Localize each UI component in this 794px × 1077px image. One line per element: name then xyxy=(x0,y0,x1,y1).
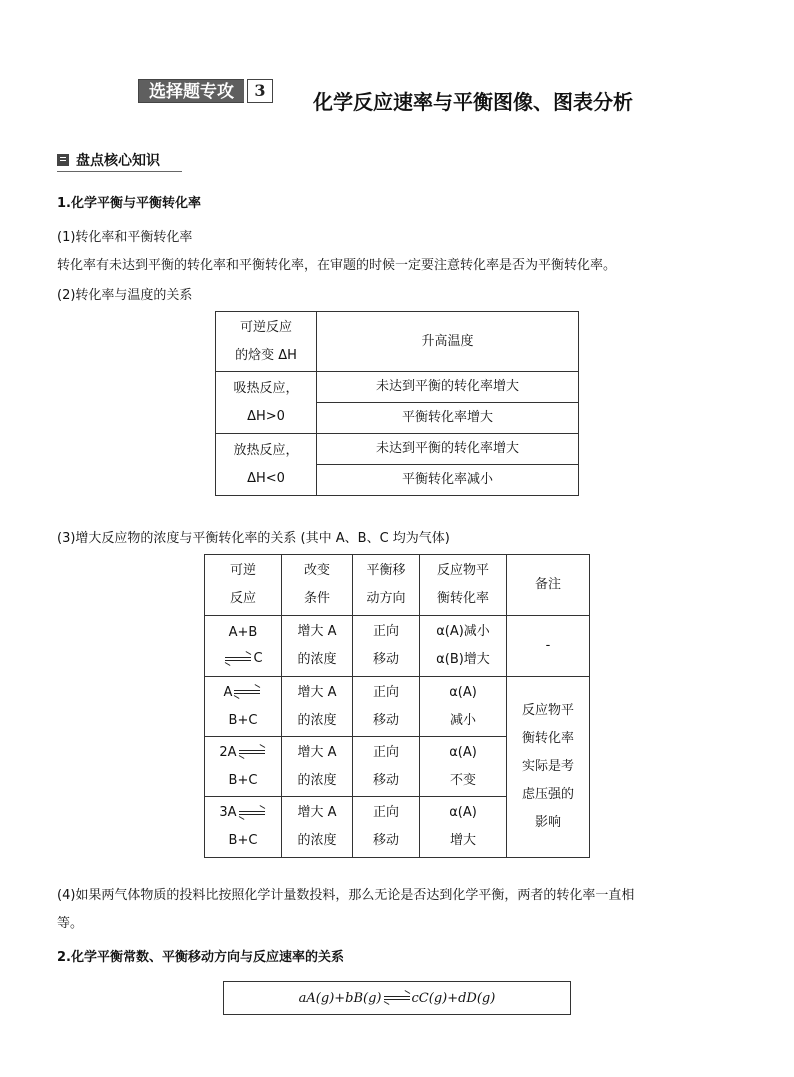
t1-endo-label xyxy=(216,372,317,434)
cell-line: 移动 xyxy=(372,712,399,728)
t2-direction xyxy=(353,677,420,737)
part1-heading: 1.化学平衡与平衡转化率 xyxy=(57,196,201,211)
t2-h-line: 平衡移 xyxy=(366,563,406,578)
equilibrium-arrow-icon xyxy=(234,689,260,695)
equilibrium-arrow-icon xyxy=(384,995,410,1001)
sub1-text: 转化率有未达到平衡的转化率和平衡转化率，在审题的时候一定要注意转化率是否为平衡转化率。 xyxy=(57,258,617,273)
t2-h-line: 可逆 xyxy=(229,563,256,578)
cell-line: 的浓度 xyxy=(297,833,337,848)
cell-line: 增大 A xyxy=(297,805,337,820)
cell-line: 正向 xyxy=(372,744,399,760)
topic-badge xyxy=(138,79,273,103)
equation-left: aA(g)+bB(g) xyxy=(298,990,382,1006)
t2-header-condition xyxy=(282,555,353,616)
cell-line: 增大 A xyxy=(297,684,337,700)
concentration-table xyxy=(204,554,590,858)
temperature-table xyxy=(215,311,579,496)
cell-line: α(B)增大 xyxy=(436,652,490,667)
t2-header-reaction xyxy=(205,555,282,616)
sub1-heading: (1)转化率和平衡转化率 xyxy=(57,230,193,245)
t1-exo-label xyxy=(216,434,317,496)
equation-right: cC(g)+dD(g) xyxy=(411,990,496,1006)
t1-endo-line1: 吸热反应， xyxy=(233,380,299,396)
cell-line: 移动 xyxy=(372,652,399,667)
cell-line: α(A) xyxy=(449,744,477,760)
t1-exo-line1: 放热反应， xyxy=(233,442,299,458)
t2-conversion xyxy=(420,616,507,677)
t2-direction xyxy=(353,616,420,677)
cell-line: 的浓度 xyxy=(297,772,337,788)
t2-header-note: 备注 xyxy=(507,555,590,616)
t2-direction xyxy=(353,737,420,797)
t2-h-line: 改变 xyxy=(303,563,330,578)
t2-h-line: 反应物平 xyxy=(436,563,489,578)
t2-conversion xyxy=(420,797,507,858)
badge-label: 选择题专攻 xyxy=(138,79,244,103)
t1-exo-line2: ΔH<0 xyxy=(247,470,285,486)
cell-line: 移动 xyxy=(372,772,399,788)
cell-line: 增大 xyxy=(449,833,476,848)
reaction-line: B+C xyxy=(228,833,258,848)
cell-line: 正向 xyxy=(372,684,399,700)
t2-condition xyxy=(282,797,353,858)
t1-exo-r1: 未达到平衡的转化率增大 xyxy=(317,434,579,465)
page-title: 化学反应速率与平衡图像、图表分析 xyxy=(313,90,633,114)
reaction-product: C xyxy=(253,651,263,666)
equation-box xyxy=(223,981,571,1015)
table-row xyxy=(205,616,590,677)
t2-conversion xyxy=(420,677,507,737)
reaction-line: B+C xyxy=(228,772,258,788)
sub2-heading: (2)转化率与温度的关系 xyxy=(57,288,193,303)
t1-h1-line1: 可逆反应 xyxy=(239,319,292,335)
equilibrium-arrow-icon xyxy=(225,656,251,662)
t2-header-direction xyxy=(353,555,420,616)
sub3-heading: (3)增大反应物的浓度与平衡转化率的关系 (其中 A、B、C 均为气体) xyxy=(57,531,450,546)
note-line: 衡转化率 xyxy=(521,731,574,746)
part2-heading: 2.化学平衡常数、平衡移动方向与反应速率的关系 xyxy=(57,950,344,965)
reaction-line: A+B xyxy=(228,625,258,640)
t1-endo-r1: 未达到平衡的转化率增大 xyxy=(317,372,579,403)
reaction-line: B+C xyxy=(228,712,258,728)
cell-line: 减小 xyxy=(449,712,476,728)
reaction-reactant: 3A xyxy=(219,805,237,820)
reaction-reactant: A xyxy=(223,684,233,700)
t2-merged-note xyxy=(507,677,590,858)
section-title: 盘点核心知识 xyxy=(76,153,160,169)
cell-line: 的浓度 xyxy=(297,652,337,667)
t1-exo-r2: 平衡转化率减小 xyxy=(317,465,579,496)
t2-reaction xyxy=(205,677,282,737)
cell-line: 不变 xyxy=(449,772,476,788)
t2-h-line: 条件 xyxy=(303,591,330,606)
t2-h-line: 动方向 xyxy=(366,591,406,606)
sub4-line1: (4)如果两气体物质的投料比按照化学计量数投料，那么无论是否达到化学平衡，两者的转化率一直相 xyxy=(57,888,635,903)
section-underline xyxy=(57,171,182,172)
note-line: 反应物平 xyxy=(521,703,574,718)
t1-endo-line2: ΔH>0 xyxy=(247,408,285,424)
reaction-line xyxy=(209,799,277,827)
t2-conversion xyxy=(420,737,507,797)
t1-endo-r2: 平衡转化率增大 xyxy=(317,403,579,434)
cell-line: 增大 A xyxy=(297,624,337,639)
table-row xyxy=(205,677,590,737)
t2-reaction xyxy=(205,737,282,797)
badge-number: 3 xyxy=(247,79,273,103)
cell-line: α(A) xyxy=(449,684,477,700)
cell-line: 移动 xyxy=(372,833,399,848)
t2-reaction xyxy=(205,616,282,677)
t2-condition xyxy=(282,677,353,737)
t2-note: - xyxy=(507,616,590,677)
reaction-line xyxy=(209,646,277,672)
cell-line: α(A) xyxy=(449,805,477,820)
cell-line: 的浓度 xyxy=(297,712,337,728)
t2-direction xyxy=(353,797,420,858)
sub4-line2: 等。 xyxy=(57,916,84,931)
reaction-line xyxy=(209,739,277,767)
t2-condition xyxy=(282,737,353,797)
t1-header-2: 升高温度 xyxy=(317,312,579,372)
cell-line: α(A)减小 xyxy=(436,624,490,639)
note-line: 虑压强的 xyxy=(521,787,574,802)
t1-h1-line2: 的焓变 ΔH xyxy=(235,347,297,363)
t2-reaction xyxy=(205,797,282,858)
note-line: 影响 xyxy=(534,815,561,830)
t1-header-1 xyxy=(216,312,317,372)
note-line: 实际是考 xyxy=(521,759,574,774)
t2-condition xyxy=(282,616,353,677)
document-icon xyxy=(57,154,69,166)
cell-line: 增大 A xyxy=(297,744,337,760)
equilibrium-arrow-icon xyxy=(239,749,265,755)
cell-line: 正向 xyxy=(372,805,399,820)
t2-h-line: 衡转化率 xyxy=(436,591,489,606)
t2-header-conversion xyxy=(420,555,507,616)
cell-line: 正向 xyxy=(372,624,399,639)
reaction-line xyxy=(209,679,277,707)
equilibrium-arrow-icon xyxy=(239,810,265,816)
t2-h-line: 反应 xyxy=(229,591,256,606)
reaction-reactant: 2A xyxy=(219,744,237,760)
section-heading xyxy=(57,150,160,170)
